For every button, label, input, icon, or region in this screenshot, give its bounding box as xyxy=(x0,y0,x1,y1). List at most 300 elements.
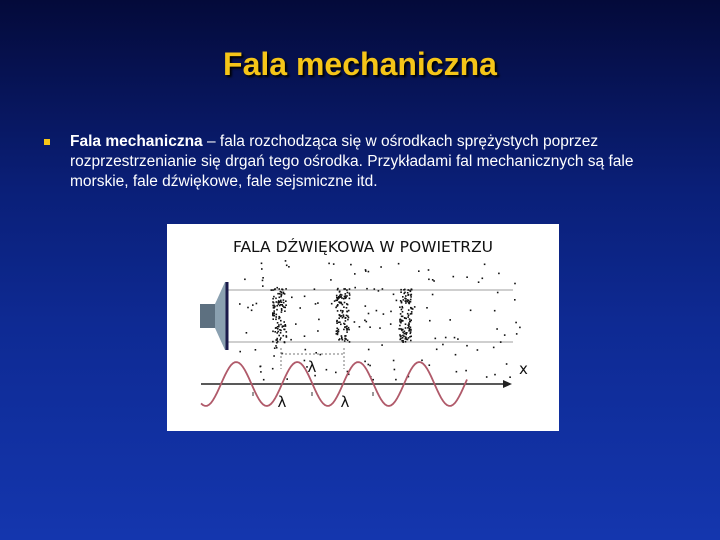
air-particle xyxy=(283,335,285,337)
air-particle xyxy=(285,304,287,306)
air-particle xyxy=(368,271,370,273)
air-particle xyxy=(274,289,276,291)
air-particle xyxy=(366,321,368,323)
air-particle xyxy=(368,349,370,351)
air-particle xyxy=(336,321,338,323)
air-particle xyxy=(335,307,337,309)
bullet-text xyxy=(70,132,684,192)
air-particle xyxy=(275,319,277,321)
air-particle xyxy=(405,336,407,338)
air-particle xyxy=(457,338,459,340)
air-particle xyxy=(276,301,278,303)
air-particle xyxy=(348,327,350,329)
air-particle xyxy=(277,328,279,330)
air-particle xyxy=(290,339,292,341)
air-particle xyxy=(317,302,319,304)
air-particle xyxy=(276,287,278,289)
air-particle xyxy=(400,313,402,315)
air-particle xyxy=(404,317,406,319)
air-particle xyxy=(336,330,338,332)
air-particle xyxy=(299,307,301,309)
air-particle xyxy=(272,341,274,343)
air-particle xyxy=(436,349,438,351)
air-particle xyxy=(252,304,254,306)
air-particle xyxy=(408,337,410,339)
air-particle xyxy=(408,315,410,317)
air-particle xyxy=(281,304,283,306)
air-particle xyxy=(346,325,348,327)
air-particle xyxy=(256,303,258,305)
air-particle xyxy=(346,295,348,297)
air-particle xyxy=(405,298,407,300)
air-particle xyxy=(494,310,496,312)
air-particle xyxy=(295,323,297,325)
air-particle xyxy=(284,324,286,326)
air-particle xyxy=(277,331,279,333)
air-particle xyxy=(435,338,437,340)
air-particle xyxy=(272,368,274,370)
air-particle xyxy=(284,341,286,343)
air-particle xyxy=(410,296,412,298)
air-particle xyxy=(244,279,246,281)
air-particle xyxy=(341,297,343,299)
air-particle xyxy=(514,283,516,285)
air-particle xyxy=(342,312,344,314)
air-particle xyxy=(408,330,410,332)
air-particle xyxy=(442,344,444,346)
air-particle xyxy=(514,299,516,301)
air-particle xyxy=(282,325,284,327)
air-particle xyxy=(396,300,398,302)
air-particle xyxy=(339,338,341,340)
air-particle xyxy=(280,337,282,339)
air-particle xyxy=(403,336,405,338)
air-particle xyxy=(349,294,351,296)
air-particle xyxy=(282,289,284,291)
air-particle xyxy=(284,293,286,295)
air-particle xyxy=(405,318,407,320)
air-particle xyxy=(407,316,409,318)
air-particle xyxy=(454,337,456,339)
air-particle xyxy=(276,338,278,340)
air-particle xyxy=(418,270,420,272)
air-particle xyxy=(283,302,285,304)
air-particle xyxy=(408,322,410,324)
air-particle xyxy=(410,321,412,323)
air-particle xyxy=(354,273,356,275)
wavelength-label-top: λ xyxy=(307,358,317,376)
air-particle xyxy=(346,315,348,317)
air-particle xyxy=(411,289,413,291)
air-particle xyxy=(408,324,410,326)
air-particle xyxy=(405,302,407,304)
air-particle xyxy=(276,305,278,307)
air-particle xyxy=(349,288,351,290)
air-particle xyxy=(486,376,488,378)
air-particle xyxy=(272,298,274,300)
air-particle xyxy=(330,279,332,281)
air-particle xyxy=(381,344,383,346)
slide-title: Fala mechaniczna xyxy=(223,46,497,82)
air-particle xyxy=(342,339,344,341)
air-particle xyxy=(504,334,506,336)
air-particle xyxy=(346,331,348,333)
air-particle xyxy=(408,326,410,328)
air-particle xyxy=(340,324,342,326)
air-particle xyxy=(410,340,412,342)
air-particle xyxy=(349,298,351,300)
air-particle xyxy=(339,296,341,298)
air-particle xyxy=(401,320,403,322)
air-particle xyxy=(449,319,451,321)
air-particle xyxy=(343,316,345,318)
air-particle xyxy=(283,306,285,308)
air-particle xyxy=(279,297,281,299)
air-particle xyxy=(407,301,409,303)
air-particle xyxy=(344,326,346,328)
air-particle xyxy=(410,319,412,321)
air-particle xyxy=(280,324,282,326)
air-particle xyxy=(410,331,412,333)
air-particle xyxy=(364,361,366,363)
air-particle xyxy=(336,295,338,297)
air-particle xyxy=(408,294,410,296)
air-particle xyxy=(365,305,367,307)
air-particle xyxy=(343,314,345,316)
air-particle xyxy=(341,294,343,296)
air-particle xyxy=(347,319,349,321)
air-particle xyxy=(453,276,455,278)
air-particle xyxy=(348,317,350,319)
air-particle xyxy=(275,316,277,318)
air-particle xyxy=(340,310,342,312)
air-particle xyxy=(281,291,283,293)
air-particle xyxy=(305,349,307,351)
air-particle xyxy=(345,297,347,299)
air-particle xyxy=(404,289,406,291)
air-particle xyxy=(408,309,410,311)
air-particle xyxy=(354,287,356,289)
air-particle xyxy=(346,328,348,330)
air-particle xyxy=(374,288,376,290)
air-particle xyxy=(347,311,349,313)
air-particle xyxy=(283,299,285,301)
air-particle xyxy=(470,310,472,312)
air-particle xyxy=(278,300,280,302)
air-particle xyxy=(390,323,392,325)
air-particle xyxy=(333,263,335,265)
air-particle xyxy=(369,365,371,367)
air-particle xyxy=(390,311,392,313)
air-particle xyxy=(398,263,400,265)
air-particle xyxy=(405,327,407,329)
air-particle xyxy=(400,328,402,330)
air-particle xyxy=(339,314,341,316)
air-particle xyxy=(496,328,498,330)
air-particle xyxy=(466,345,468,347)
air-particle xyxy=(278,324,280,326)
air-particle xyxy=(402,337,404,339)
wavelength-label-bottom-1: λ xyxy=(277,393,287,411)
air-particle xyxy=(239,303,241,305)
bullet-item xyxy=(44,132,684,192)
air-particle xyxy=(345,317,347,319)
air-particle xyxy=(401,309,403,311)
air-particle xyxy=(285,288,287,290)
air-particle xyxy=(275,339,277,341)
air-particle xyxy=(346,329,348,331)
air-particle xyxy=(280,332,282,334)
air-particle xyxy=(288,266,290,268)
air-particle xyxy=(409,336,411,338)
air-particle xyxy=(354,321,356,323)
air-particle xyxy=(261,268,263,270)
x-axis-arrow xyxy=(503,380,512,388)
air-particle xyxy=(262,277,264,279)
air-particle xyxy=(410,327,412,329)
air-particle xyxy=(411,308,413,310)
air-particle xyxy=(273,312,275,314)
air-particle xyxy=(275,327,277,329)
air-particle xyxy=(410,329,412,331)
air-particle xyxy=(278,303,280,305)
bullet-term: Fala mechaniczna xyxy=(70,133,203,150)
air-particle xyxy=(402,296,404,298)
air-particle xyxy=(246,332,248,334)
air-particle xyxy=(337,298,339,300)
air-particle xyxy=(344,335,346,337)
bullet-description: – fala rozchodząca się w ośrodkach sprężystych poprzez rozprzestrzenianie się drgań tego ośrodka. Przykładami fal mechanicznych są fale morskie, fale dźwiękowe, fale sejsmiczne itd. xyxy=(70,133,634,190)
sound-wave-figure xyxy=(167,224,559,431)
air-particle xyxy=(276,347,278,349)
air-particle xyxy=(407,313,409,315)
air-particle xyxy=(347,304,349,306)
air-particle xyxy=(339,291,341,293)
air-particle xyxy=(400,291,402,293)
air-particle xyxy=(393,360,395,362)
air-particle xyxy=(277,302,279,304)
air-particle xyxy=(378,290,380,292)
air-particle xyxy=(515,322,517,324)
air-particle xyxy=(281,301,283,303)
air-particle xyxy=(279,301,281,303)
air-particle xyxy=(337,310,339,312)
x-axis-label: x xyxy=(519,360,528,378)
air-particle xyxy=(359,326,361,328)
air-particle xyxy=(344,302,346,304)
air-particle xyxy=(509,376,511,378)
air-particle xyxy=(484,264,486,266)
air-particle xyxy=(407,289,409,291)
air-particle xyxy=(432,279,434,281)
air-particle xyxy=(286,378,288,380)
air-particle xyxy=(342,304,344,306)
air-particle xyxy=(331,303,333,305)
air-particle xyxy=(414,306,416,308)
air-particle xyxy=(368,364,370,366)
wavelength-label-bottom-2: λ xyxy=(340,393,350,411)
air-particle xyxy=(349,341,351,343)
air-particle xyxy=(401,340,403,342)
air-particle xyxy=(338,317,340,319)
air-particle xyxy=(432,294,434,296)
air-particle xyxy=(465,370,467,372)
air-particle xyxy=(350,264,352,266)
air-particle xyxy=(276,332,278,334)
air-particle xyxy=(336,322,338,324)
air-particle xyxy=(344,296,346,298)
air-particle xyxy=(428,279,430,281)
air-particle xyxy=(343,288,345,290)
air-particle xyxy=(410,301,412,303)
air-particle xyxy=(405,300,407,302)
air-particle xyxy=(315,352,317,354)
air-particle xyxy=(407,292,409,294)
air-particle xyxy=(349,293,351,295)
air-particle xyxy=(335,372,337,374)
air-particle xyxy=(273,302,275,304)
air-particle xyxy=(506,363,508,365)
air-particle xyxy=(410,299,412,301)
air-particle xyxy=(494,374,496,376)
air-particle xyxy=(398,328,400,330)
air-particle xyxy=(405,341,407,343)
air-particle xyxy=(429,320,431,322)
air-particle xyxy=(477,349,479,351)
air-particle xyxy=(403,333,405,335)
air-particle xyxy=(283,329,285,331)
air-particle xyxy=(318,319,320,321)
air-particle xyxy=(304,335,306,337)
air-particle xyxy=(445,337,447,339)
air-particle xyxy=(277,293,279,295)
air-particle xyxy=(336,305,338,307)
air-particle xyxy=(279,293,281,295)
air-particle xyxy=(260,371,262,373)
speaker-icon xyxy=(200,282,227,350)
air-particle xyxy=(345,320,347,322)
air-particle xyxy=(274,347,276,349)
air-particle xyxy=(399,334,401,336)
air-particle xyxy=(466,276,468,278)
air-particle xyxy=(283,321,285,323)
air-particle xyxy=(317,330,319,332)
air-particle xyxy=(259,366,261,368)
air-particle xyxy=(429,364,431,366)
air-particle xyxy=(399,339,401,341)
air-particle xyxy=(337,289,339,291)
air-particle xyxy=(272,289,274,291)
air-particle xyxy=(337,332,339,334)
air-particle xyxy=(368,313,370,315)
air-particle xyxy=(273,310,275,312)
air-particle xyxy=(276,314,278,316)
air-particle xyxy=(393,294,395,296)
air-particle xyxy=(498,273,500,275)
air-particle xyxy=(405,338,407,340)
air-particle xyxy=(272,318,274,320)
air-particle xyxy=(291,297,293,299)
air-particle xyxy=(334,300,336,302)
air-particle xyxy=(278,288,280,290)
air-particle xyxy=(493,347,495,349)
air-particles xyxy=(239,260,521,380)
air-particle xyxy=(347,340,349,342)
air-particle xyxy=(273,315,275,317)
air-particle xyxy=(365,270,367,272)
air-particle xyxy=(304,360,306,362)
air-particle xyxy=(285,260,287,262)
sound-wave-diagram xyxy=(167,224,559,431)
air-particle xyxy=(433,280,435,282)
air-particle xyxy=(399,321,401,323)
air-particle xyxy=(411,313,413,315)
air-particle xyxy=(275,345,277,347)
air-particle xyxy=(278,316,280,318)
air-particle xyxy=(261,263,263,265)
air-particle xyxy=(262,280,264,282)
air-particle xyxy=(320,354,322,356)
air-particle xyxy=(255,349,257,351)
air-particle xyxy=(400,289,402,291)
air-particle xyxy=(382,288,384,290)
air-particle xyxy=(280,304,282,306)
air-particle xyxy=(239,351,241,353)
air-particle xyxy=(314,288,316,290)
air-particle xyxy=(280,330,282,332)
air-particle xyxy=(343,329,345,331)
air-particle xyxy=(455,354,457,356)
air-particle xyxy=(304,296,306,298)
air-particle xyxy=(478,281,480,283)
air-particle xyxy=(426,307,428,309)
air-particle xyxy=(411,294,413,296)
air-particle xyxy=(456,371,458,373)
air-particle xyxy=(274,331,276,333)
air-particle xyxy=(380,266,382,268)
air-particle xyxy=(401,330,403,332)
air-particle xyxy=(394,369,396,371)
air-particle xyxy=(409,303,411,305)
air-particle xyxy=(407,327,409,329)
air-particle xyxy=(343,306,345,308)
air-particle xyxy=(405,334,407,336)
air-particle xyxy=(399,325,401,327)
bullet-marker xyxy=(44,139,50,145)
air-particle xyxy=(338,301,340,303)
air-particle xyxy=(405,323,407,325)
air-particle xyxy=(280,320,282,322)
air-particle xyxy=(421,360,423,362)
air-particle xyxy=(326,369,328,371)
air-particle xyxy=(276,309,278,311)
air-particle xyxy=(343,298,345,300)
air-particle xyxy=(281,308,283,310)
air-particle xyxy=(348,310,350,312)
air-particle xyxy=(279,339,281,341)
air-particle xyxy=(335,300,337,302)
air-particle xyxy=(383,313,385,315)
air-particle xyxy=(273,296,275,298)
air-particle xyxy=(286,336,288,338)
air-particle xyxy=(519,327,521,329)
air-particle xyxy=(341,335,343,337)
air-particle xyxy=(247,307,249,309)
air-particle xyxy=(405,295,407,297)
air-particle xyxy=(338,329,340,331)
air-particle xyxy=(277,326,279,328)
air-particle xyxy=(366,288,368,290)
